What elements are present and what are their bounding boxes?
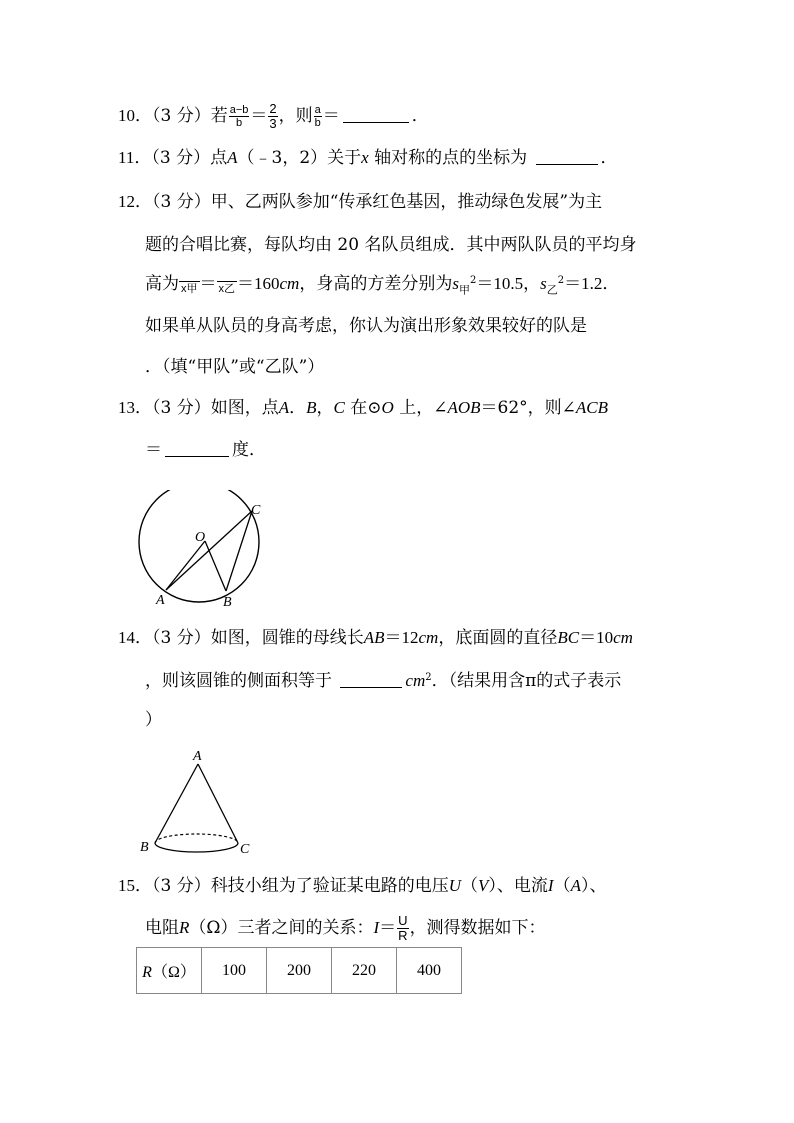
question-text: 若 bbox=[210, 106, 228, 126]
table-cell: 220 bbox=[332, 948, 397, 994]
fraction-u-over-r bbox=[397, 914, 408, 943]
question-number: 10． bbox=[118, 106, 152, 125]
subscript-yi: 乙 bbox=[546, 283, 558, 297]
question-number: 13． bbox=[118, 398, 152, 417]
point-a: A bbox=[278, 398, 290, 417]
equals-sign: ＝ bbox=[322, 106, 340, 126]
length-value: ＝10 bbox=[579, 628, 614, 647]
label-o: O bbox=[195, 530, 206, 545]
question-10 bbox=[118, 102, 429, 131]
label-a: A bbox=[193, 749, 202, 764]
question-15-line-2 bbox=[145, 914, 546, 943]
question-text: ，底面圆的直径 bbox=[438, 628, 558, 648]
unit-cm: cm bbox=[279, 274, 300, 293]
unit-cm: cm bbox=[405, 671, 426, 690]
question-number: 12． bbox=[118, 192, 152, 211]
point-o: O bbox=[381, 398, 394, 417]
equals-sign: ＝ bbox=[199, 274, 217, 294]
symbol-u: U bbox=[448, 876, 462, 895]
denominator: b bbox=[314, 117, 321, 129]
numerator: a bbox=[314, 104, 321, 116]
angle-aob: AOB bbox=[447, 398, 481, 417]
mean-height-team-yi: x乙 bbox=[218, 283, 235, 295]
question-12-line-5: ．（填“甲队”或“乙队”） bbox=[145, 357, 325, 377]
question-text: ，身高的方差分别为 bbox=[299, 274, 453, 294]
question-text: ，则 bbox=[278, 106, 313, 126]
data-table bbox=[136, 947, 462, 994]
numerator: 2 bbox=[269, 101, 277, 116]
table-header-cell bbox=[137, 948, 202, 994]
numerator: a−b bbox=[229, 104, 249, 116]
question-text: ）、电流 bbox=[488, 876, 548, 896]
question-13-line-2 bbox=[145, 438, 266, 462]
equals-sign: ＝ bbox=[379, 918, 397, 938]
unit-ohm: （Ω） bbox=[151, 964, 196, 981]
denominator: b bbox=[236, 117, 243, 129]
equals-sign: ＝ bbox=[250, 106, 268, 126]
label-c: C bbox=[240, 842, 250, 857]
question-12-line-2: 题的合唱比赛，每队均由 20 名队员组成．其中两队队员的平均身 bbox=[145, 235, 637, 255]
separator: ． bbox=[289, 398, 307, 418]
equals-sign: ＝ bbox=[145, 440, 162, 460]
points: （3 分） bbox=[152, 192, 211, 212]
points: （3 分） bbox=[152, 398, 211, 418]
generatrix-ac bbox=[198, 764, 238, 843]
superscript-2: 2 bbox=[557, 275, 565, 286]
variance-value-jia: ＝10.5， bbox=[476, 274, 541, 293]
question-text: ．（结果用含π的式子表示 bbox=[431, 671, 622, 691]
circle-figure bbox=[128, 490, 278, 615]
unit-cm: cm bbox=[418, 628, 439, 647]
cone-figure bbox=[136, 745, 266, 860]
question-text: 如图，圆锥的母线长 bbox=[210, 628, 364, 648]
question-text: 高为 bbox=[145, 274, 179, 294]
superscript-2: 2 bbox=[425, 672, 432, 683]
separator: ， bbox=[316, 398, 334, 418]
period: ． bbox=[600, 148, 618, 168]
question-text: 点 bbox=[210, 148, 228, 168]
denominator: 3 bbox=[269, 116, 277, 131]
segment-bc: BC bbox=[557, 628, 580, 647]
question-text: 度． bbox=[232, 440, 266, 460]
fraction-two-thirds bbox=[268, 102, 277, 131]
question-number: 15． bbox=[118, 876, 152, 895]
symbol-r: R bbox=[179, 918, 190, 937]
table-row bbox=[137, 948, 462, 994]
question-text: 轴对称的点的坐标为 bbox=[368, 148, 533, 168]
question-text: （Ω）三者之间的关系： bbox=[189, 918, 374, 938]
answer-blank[interactable] bbox=[340, 671, 402, 688]
question-text: 甲、乙两队参加“传承红色基因，推动绿色发展”为主 bbox=[210, 192, 603, 212]
denominator: R bbox=[398, 928, 408, 943]
unit-a: A bbox=[570, 876, 581, 895]
table-cell: 100 bbox=[202, 948, 267, 994]
question-15 bbox=[118, 874, 606, 898]
question-text: 在⊙ bbox=[344, 398, 382, 418]
points: （3 分） bbox=[152, 106, 211, 126]
length-value: ＝12 bbox=[384, 628, 419, 647]
answer-blank[interactable] bbox=[165, 440, 229, 457]
question-text: ，则该圆锥的侧面积等于 bbox=[145, 671, 338, 691]
question-12-line-3 bbox=[145, 269, 619, 302]
question-text: 电阻 bbox=[145, 918, 179, 938]
variance-value-yi: ＝1.2． bbox=[564, 274, 620, 293]
question-text: 科技小组为了验证某电路的电压 bbox=[210, 876, 449, 896]
fraction-a-over-b bbox=[314, 104, 322, 129]
numerator: U bbox=[398, 913, 408, 928]
variance-symbol: s bbox=[540, 274, 547, 293]
unit-v: V bbox=[478, 876, 489, 895]
segment-ab: AB bbox=[363, 628, 385, 647]
question-13 bbox=[118, 396, 608, 420]
mean-height-team-jia: x甲 bbox=[181, 283, 198, 295]
answer-blank[interactable] bbox=[536, 148, 598, 165]
question-text: ）、 bbox=[580, 876, 607, 896]
base-front-arc bbox=[155, 843, 238, 852]
unit-cm: cm bbox=[613, 628, 633, 647]
bracket: （ bbox=[553, 876, 571, 896]
label-b: B bbox=[140, 840, 149, 855]
point-b: B bbox=[306, 398, 317, 417]
question-text: ，测得数据如下： bbox=[409, 918, 546, 938]
table-cell: 400 bbox=[397, 948, 462, 994]
segment-ob bbox=[205, 541, 226, 591]
subscript-jia: 甲 bbox=[458, 283, 470, 297]
symbol-r: R bbox=[142, 964, 152, 981]
superscript-2: 2 bbox=[469, 275, 477, 286]
coordinates: （﹣3，2）关于 bbox=[237, 148, 362, 168]
mean-value: ＝160 bbox=[237, 274, 280, 293]
question-11 bbox=[118, 146, 618, 170]
question-text: 如图，点 bbox=[210, 398, 279, 418]
period: ． bbox=[411, 106, 429, 126]
question-14 bbox=[118, 626, 633, 650]
question-12-line-4: 如果单从队员的身高考虑，你认为演出形象效果较好的队是 bbox=[145, 316, 587, 336]
symbol-i: I bbox=[547, 876, 554, 895]
points: （3 分） bbox=[151, 148, 211, 168]
x-axis-label: x bbox=[361, 148, 369, 167]
question-number: 14． bbox=[118, 628, 152, 647]
angle-acb: ACB bbox=[575, 398, 608, 417]
answer-blank[interactable] bbox=[343, 106, 409, 123]
question-12 bbox=[118, 190, 602, 214]
symbol-i: I bbox=[373, 918, 380, 937]
points: （3 分） bbox=[152, 628, 211, 648]
question-text: ＝62°，则∠ bbox=[480, 398, 576, 418]
bracket: （ bbox=[461, 876, 479, 896]
point-a: A bbox=[227, 148, 238, 167]
question-14-line-3: ） bbox=[145, 710, 162, 730]
generatrix-ab bbox=[155, 764, 198, 843]
label-a: A bbox=[156, 593, 165, 608]
question-text: 上，∠ bbox=[393, 398, 448, 418]
label-c: C bbox=[251, 503, 261, 518]
base-back-arc bbox=[155, 834, 238, 843]
label-b: B bbox=[223, 595, 232, 610]
points: （3 分） bbox=[152, 876, 211, 896]
question-14-line-2 bbox=[145, 666, 621, 693]
variance-symbol: s bbox=[452, 274, 459, 293]
point-c: C bbox=[333, 398, 345, 417]
table-cell: 200 bbox=[267, 948, 332, 994]
segment-oa bbox=[166, 541, 205, 590]
question-number: 11． bbox=[118, 148, 152, 167]
fraction-a-minus-b-over-b bbox=[229, 104, 250, 129]
